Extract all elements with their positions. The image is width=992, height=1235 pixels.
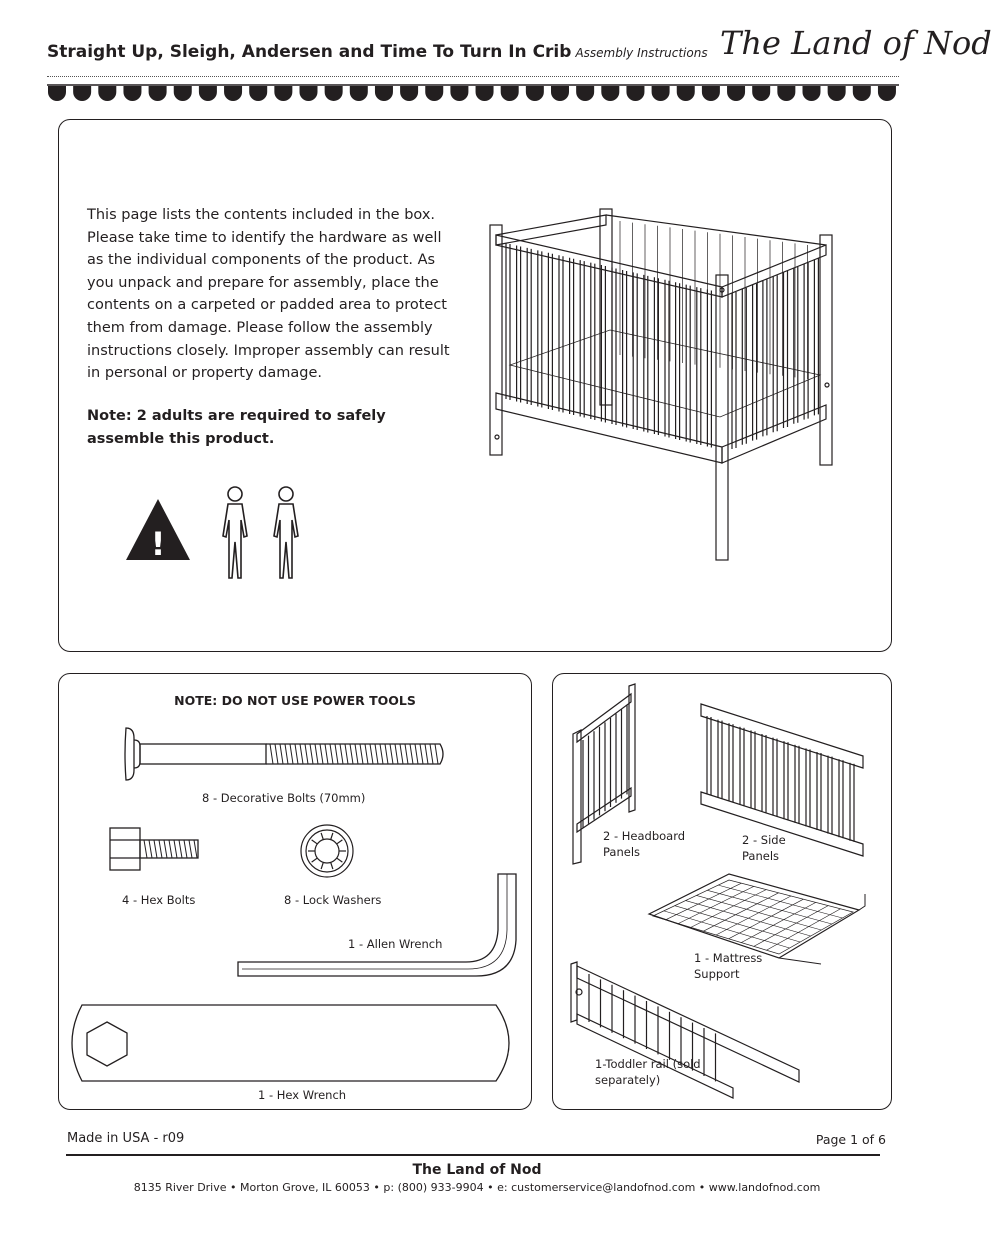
crib-parts-illustration bbox=[553, 674, 891, 1109]
document-subtitle: Assembly Instructions bbox=[575, 46, 708, 60]
hex-bolts-label: 4 - Hex Bolts bbox=[122, 893, 196, 907]
dotted-divider bbox=[47, 76, 899, 77]
title-text: Straight Up, Sleigh, Andersen and Time To Turn In Crib bbox=[47, 42, 572, 62]
page-number: Page 1 of 6 bbox=[815, 1132, 886, 1147]
adults-note: Note: 2 adults are required to safely assemble this product. bbox=[87, 408, 386, 447]
hex-bolt-icon bbox=[108, 824, 204, 874]
footer-rule bbox=[66, 1154, 880, 1156]
crib-illustration bbox=[480, 205, 870, 565]
hex-wrench-icon bbox=[68, 1002, 522, 1084]
footer-company: The Land of Nod bbox=[412, 1162, 542, 1178]
mattress-support-label: 1 - Mattress Support bbox=[694, 951, 763, 981]
intro-paragraph: This page lists the contents included in the box. Please take time to identify the hardware as well as the individual components of the product. As you unpack and prepare for assembly, place the contents on a carpeted or padded area to protect them from damage. Please follow the assembly instructions closely. Improper assembly can result in personal or property damage. bbox=[87, 207, 450, 382]
footer-address: 8135 River Drive • Morton Grove, IL 60053 • p: (800) 933-9904 • e: customerservice@landofnod.com • www.landofnod.com bbox=[133, 1181, 821, 1194]
decorative-bolt-icon bbox=[122, 726, 452, 782]
made-in-usa: Made in USA - r09 bbox=[67, 1131, 185, 1146]
allen-wrench-icon bbox=[236, 870, 520, 980]
two-adults-icon bbox=[212, 484, 312, 582]
allen-wrench-label: 1 - Allen Wrench bbox=[348, 937, 443, 951]
svg-text:!: ! bbox=[150, 525, 166, 563]
warning-icon bbox=[124, 497, 192, 563]
power-tools-note: NOTE: DO NOT USE POWER TOOLS bbox=[174, 693, 416, 708]
lock-washers-label: 8 - Lock Washers bbox=[284, 893, 382, 907]
headboard-panels-label: 2 - Headboard Panels bbox=[603, 829, 686, 859]
side-panels-label: 2 - Side Panels bbox=[742, 833, 786, 863]
scallop-border bbox=[47, 84, 899, 106]
hex-wrench-label: 1 - Hex Wrench bbox=[258, 1088, 347, 1102]
brand-logo: The Land of Nod bbox=[720, 24, 992, 62]
decorative-bolts-label: 8 - Decorative Bolts (70mm) bbox=[202, 791, 366, 805]
toddler-rail-label: 1-Toddler rail (sold separately) bbox=[595, 1057, 701, 1087]
document-title bbox=[47, 42, 708, 62]
